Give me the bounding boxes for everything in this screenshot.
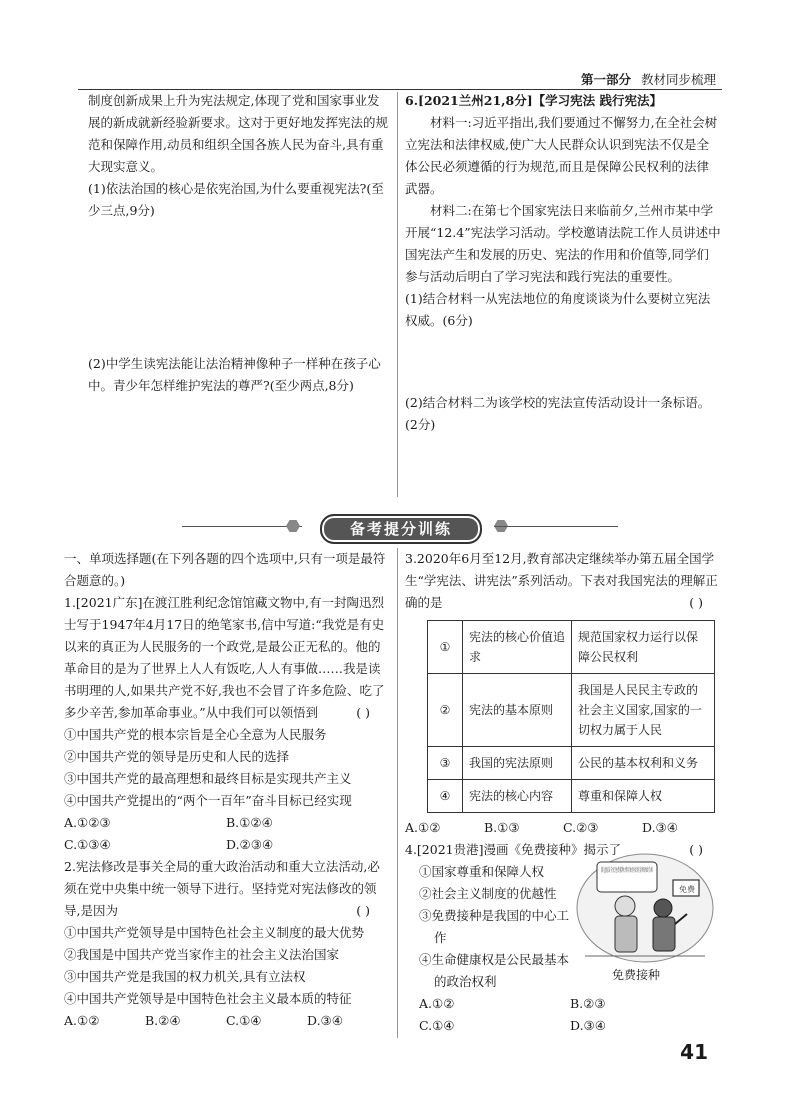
q1-item: ①中国共产党的根本宗旨是全心全意为人民服务	[64, 727, 327, 742]
answer-paren: ( )	[689, 595, 703, 610]
sign-text: 免费	[679, 885, 695, 894]
top-right-column	[405, 90, 721, 436]
cartoon-caption: 免费接种	[612, 968, 661, 982]
option: D.②③④	[226, 837, 274, 852]
table-cell: 我国是人民民主专政的社会主义国家,国家的一切权力属于人民	[572, 674, 715, 747]
q1-item: ②中国共产党的领导是历史和人民的选择	[64, 749, 290, 764]
q2-item: ②我国是中国共产党当家作主的社会主义法治国家	[64, 947, 340, 962]
top-left-question-2: (2)中学生读宪法能让法治精神像种子一样种在孩子心中。青少年怎样维护宪法的尊严?(至少两点,8分)	[88, 356, 381, 393]
q4-item: ②社会主义制度的优越性	[419, 886, 557, 901]
free-vaccination-cartoon	[575, 852, 715, 964]
question-6-heading: 6.[2021兰州21,8分]【学习宪法 践行宪法】	[405, 93, 662, 108]
option: B.②③	[570, 996, 606, 1011]
material-1: 材料一:习近平指出,我们要通过不懈努力,在全社会树立宪法和法律权威,使广大人民群众认识到宪法不仅是全体公民必须遵循的行为规范,而且是保障公民权利的法律武器。	[405, 115, 718, 196]
option: D.③④	[642, 820, 678, 835]
q3-table	[427, 620, 715, 813]
option: C.①③④	[64, 837, 111, 852]
intro-paragraph: 制度创新成果上升为宪法规定,体现了党和国家事业发展的新成就新经验新要求。这对于更好地发挥宪法的规范和保障作用,动员和组织全国各族人民为奋斗,具有重大现实意义。	[88, 93, 389, 174]
option: A.①②	[64, 1013, 100, 1028]
q1-options	[64, 834, 388, 856]
table-cell: ②	[428, 674, 463, 747]
question-4-stem: 4.[2021贵港]漫画《免费接种》揭示了 ( )	[405, 839, 721, 861]
option: B.②④	[145, 1013, 181, 1028]
question-3-stem: 3.2020年6月至12月,教育部决定继续举办第五届全国学生“学宪法、讲宪法”系列活动。下表对我国宪法的理解正确的是 ( )	[405, 548, 721, 614]
q2-item: ④中国共产党领导是中国特色社会主义最本质的特征	[64, 991, 352, 1006]
q4-item: ①国家尊重和保障人权	[419, 864, 545, 879]
table-row	[428, 780, 715, 813]
answer-paren: ( )	[689, 842, 703, 857]
answer-paren: ( )	[356, 705, 370, 720]
option: A.①②	[419, 996, 455, 1011]
banner-line-left	[182, 526, 302, 527]
table-cell: 尊重和保障人权	[572, 780, 715, 813]
section-title: 一、单项选择题(在下列各题的四个选项中,只有一项是最符合题意的。)	[64, 551, 386, 588]
option: C.①④	[226, 1013, 262, 1028]
option: A.①②③	[64, 815, 111, 830]
section-banner: 备考提分训练	[320, 514, 482, 544]
person-icon	[615, 896, 635, 916]
banner-line-right	[494, 526, 618, 527]
table-cell: ①	[428, 621, 463, 674]
q3-options	[405, 817, 721, 839]
option: A.①②	[405, 820, 441, 835]
question-2-stem: 2.宪法修改是事关全局的重大政治活动和重大立法活动,必须在党中央集中统一领导下进行。坚持党对宪法修改的领导,是因为 ( )	[64, 856, 388, 922]
speech-bubble-text	[601, 866, 653, 874]
q1-item: ③中国共产党的最高理想和最终目标是实现共产主义	[64, 771, 352, 786]
header-title: 教材同步梳理	[640, 72, 716, 87]
option: B.①②④	[226, 815, 273, 830]
answer-paren: ( )	[356, 903, 370, 918]
q2-item: ①中国共产党领导是中国特色社会主义制度的最大优势	[64, 925, 365, 940]
banner-hex-left	[286, 520, 300, 532]
q1-options	[64, 812, 388, 834]
table-cell: ③	[428, 747, 463, 780]
option: D.③④	[570, 1018, 606, 1033]
table-cell: 规范国家权力运行以保障公民权利	[572, 621, 715, 674]
option: B.①③	[484, 820, 520, 835]
top-left-column	[88, 90, 388, 397]
option: C.②③	[563, 820, 599, 835]
q4-item: ③免费接种是我国的中心工作	[419, 908, 570, 945]
table-cell: 公民的基本权利和义务	[572, 747, 715, 780]
material-2: 材料二:在第七个国家宪法日来临前夕,兰州市某中学开展“12.4”宪法学习活动。学校邀请法院工作人员讲述中国宪法产生和发展的历史、宪法的作用和价值等,同学们参与活动后明白了学习宪法和践行宪法的重要性。	[405, 203, 721, 284]
option: C.①④	[419, 1018, 455, 1033]
q1-item: ④中国共产党提出的“两个一百年”奋斗目标已经实现	[64, 793, 352, 808]
column-divider-bottom	[397, 548, 398, 1038]
q4-options	[405, 1015, 721, 1037]
option: D.③④	[307, 1013, 343, 1028]
q2-item: ③中国共产党是我国的权力机关,具有立法权	[64, 969, 306, 984]
question-6-part-1: (1)结合材料一从宪法地位的角度谈谈为什么要树立宪法权威。(6分)	[405, 291, 711, 328]
table-cell: ④	[428, 780, 463, 813]
part-label: 第一部分	[580, 72, 631, 87]
bottom-left-column	[64, 548, 388, 1032]
question-1-stem: 1.[2021广东]在渡江胜利纪念馆馆藏文物中,有一封陶迅烈士写于1947年4月17日的绝笔家书,信中写道:“我党是有史以来的真正为人民服务的一个政党,是最公正无私的。他的革命目的是为了世界上人人有饭吃,人人有事做……我是读书明理的人,如果共产党不好,我也不会冒了许多危险、吃了多少辛苦,参加革命事业。”从中我们可以领悟到 ( )	[64, 592, 388, 724]
table-cell: 宪法的核心价值追求	[463, 621, 572, 674]
q4-options	[405, 993, 721, 1015]
page-number: 41	[680, 1040, 708, 1064]
q2-options	[64, 1010, 388, 1032]
question-6-part-2: (2)结合材料二为该学校的宪法宣传活动设计一条标语。(2分)	[405, 395, 711, 432]
table-row	[428, 747, 715, 780]
table-row	[428, 674, 715, 747]
table-cell: 宪法的基本原则	[463, 674, 572, 747]
column-divider-top	[397, 92, 398, 497]
q4-item: ④生命健康权是公民最基本的政治权利	[419, 952, 570, 989]
page-header	[581, 70, 716, 88]
table-row	[428, 621, 715, 674]
table-cell: 宪法的核心内容	[463, 780, 572, 813]
table-cell: 我国的宪法原则	[463, 747, 572, 780]
top-left-question-1: (1)依法治国的核心是依宪治国,为什么要重视宪法?(至少三点,9分)	[88, 181, 384, 218]
